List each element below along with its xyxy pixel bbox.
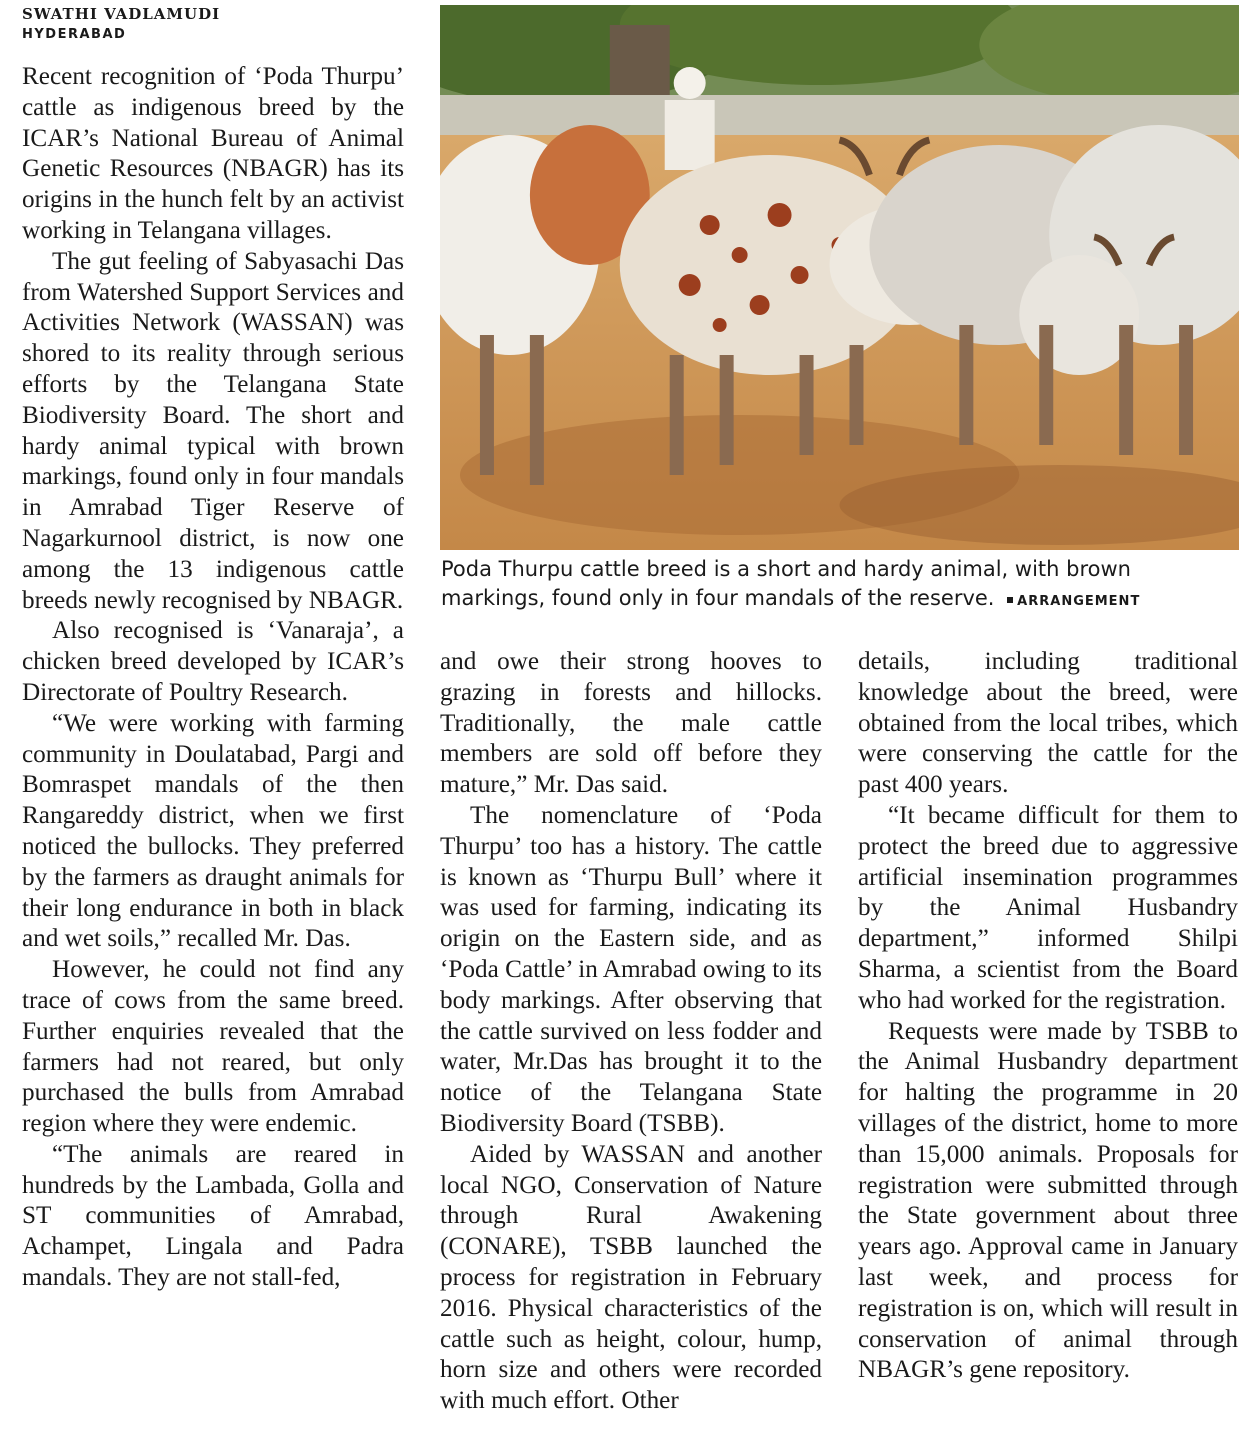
article-paragraph: The gut feeling of Sabyasachi Das from Watershed Support Services and Activities Network (WASSAN) was shored to its reality through serious efforts by the Telangana State Biodiversity Board. The short and hardy animal typical with brown markings, found only in four mandals in Amrabad Tiger Reserve of Nagarkurnool district, is now one among the 13 indigenous cattle breeds newly recognised by NBAGR. [22, 247, 404, 614]
article-paragraph: Also recognised is ‘Vanaraja’, a chicken breed developed by ICAR’s Directorate of Poultry Research. [22, 617, 404, 706]
article-paragraph: “It became difficult for them to protect the breed due to aggressive artificial insemination programmes by the Animal Husbandry department,” informed Shilpi Sharma, a scientist from the Board who had worked for the registration. [858, 801, 1238, 1014]
article-paragraph: “We were working with farming community in Doulatabad, Pargi and Bomraspet mandals of the then Rangareddy district, when we first noticed the bullocks. They preferred by the farmers as draught animals for their long endurance in both in black and wet soils,” recalled Mr. Das. [22, 709, 404, 953]
article-paragraph: “The animals are reared in hundreds by the Lambada, Golla and ST communities of Amrabad, Achampet, Lingala and Padra mandals. They are not stall-fed, [22, 1140, 404, 1292]
photo-caption-text: Poda Thurpu cattle breed is a short and hardy animal, with brown markings, found only in four mandals of the reserve. [441, 557, 1131, 610]
article-paragraph: and owe their strong hooves to grazing in forests and hillocks. Traditionally, the male cattle members are sold off before they mature,” Mr. Das said. [440, 648, 822, 799]
credit-square-icon [1007, 597, 1013, 603]
photo-credit [1001, 594, 1140, 609]
photo-credit-text: ARRANGEMENT [1017, 594, 1141, 609]
article-paragraph: However, he could not find any trace of cows from the same breed. Further enquiries revealed that the farmers had not reared, but only purchased the bulls from Amrabad region where they were endemic. [22, 956, 404, 1138]
photo-caption [441, 555, 1241, 616]
article-paragraph: Aided by WASSAN and another local NGO, Conservation of Nature through Rural Awakening (CONARE), TSBB launched the process for registration in February 2016. Physical characteristics of the cattle such as height, colour, hump, horn size and others were recorded with much effort. Other [440, 1140, 822, 1415]
cattle-photo-illustration [440, 5, 1239, 550]
article-paragraph: Requests were made by TSBB to the Animal Husbandry department for halting the programme in 20 villages of the district, home to more than 15,000 animals. Proposals for registration were submitted through the State government about three years ago. Approval came in January last week, and process for registration is on, which will result in conservation of animal through NBAGR’s gene repository. [858, 1017, 1238, 1384]
article-paragraph: Recent recognition of ‘Poda Thurpu’ cattle as indigenous breed by the ICAR’s National Bureau of Animal Genetic Resources (NBAGR) has its origins in the hunch felt by an activist working in Telangana villages. [22, 63, 404, 244]
article-paragraph: The nomenclature of ‘Poda Thurpu’ too has a history. The cattle is known as ‘Thurpu Bull’ where it was used for farming, indicating its origin on the Eastern side, and as ‘Poda Cattle’ in Amrabad owing to its body markings. After observing that the cattle survived on less fodder and water, Mr.Das has brought it to the notice of the Telangana State Biodiversity Board (TSBB). [440, 801, 822, 1137]
article-column-1 [22, 62, 404, 1294]
byline [22, 4, 412, 44]
article-column-3 [858, 647, 1238, 1386]
article-paragraph: details, including traditional knowledge about the breed, were obtained from the local tribes, which were conserving the cattle for the past 400 years. [858, 648, 1238, 799]
cattle-photo [440, 5, 1239, 550]
dateline-location: HYDERABAD [22, 27, 127, 42]
author-name: SWATHI VADLAMUDI [22, 5, 221, 23]
article-column-2 [440, 647, 822, 1417]
